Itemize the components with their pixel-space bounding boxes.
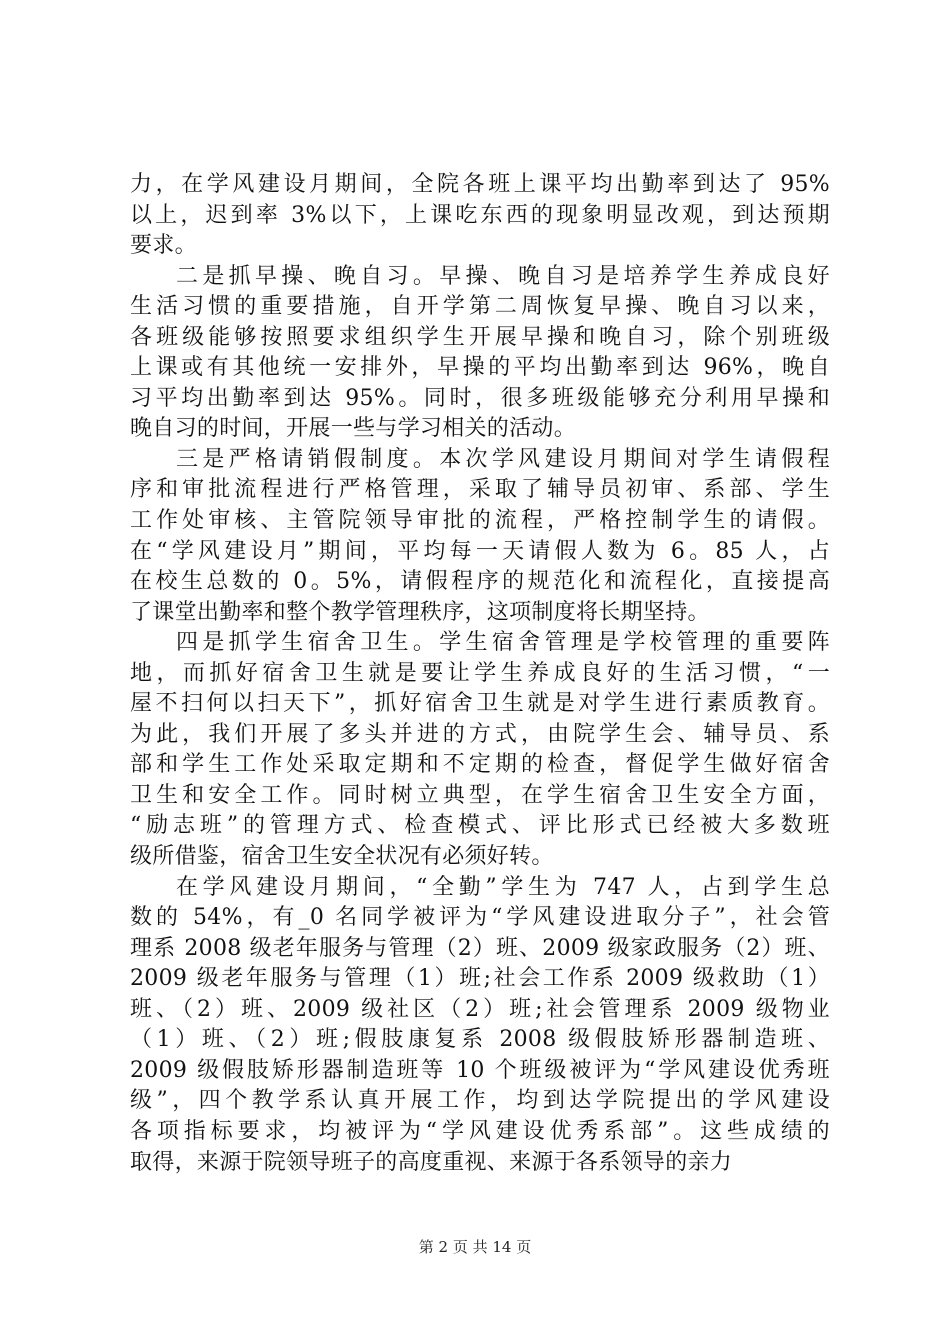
text-line: 2009 级假肢矫形器制造班等 10 个班级被评为“学风建设优秀班 (130, 1057, 830, 1083)
text-line: 数的 54%，有_0 名同学被评为“学风建设进取分子”，社会管 (130, 905, 830, 931)
text-line: 各班级能够按照要求组织学生开展早操和晚自习，除个别班级 (130, 324, 830, 350)
text-line: 级所借鉴，宿舍卫生安全状况有必须好转。 (130, 844, 554, 870)
text-line: 为此，我们开展了多头并进的方式，由院学生会、辅导员、系 (130, 721, 830, 747)
text-line: 屋不扫何以扫天下”，抓好宿舍卫生就是对学生进行素质教育。 (130, 691, 830, 717)
text-line: 卫生和安全工作。同时树立典型，在学生宿舍卫生安全方面， (130, 782, 830, 808)
text-line: 习平均出勤率到达 95%。同时，很多班级能够充分利用早操和 (130, 385, 830, 411)
text-line: 力，在学风建设月期间，全院各班上课平均出勤率到达了 95% (130, 172, 830, 197)
text-line: 取得，来源于院领导班子的高度重视、来源于各系领导的亲力 (130, 1149, 733, 1175)
paragraph (130, 170, 830, 262)
text-line: 序和审批流程进行严格管理，采取了辅导员初审、系部、学生 (130, 477, 830, 503)
paragraph (130, 628, 830, 872)
paragraph (130, 262, 830, 445)
text-line: 部和学生工作处采取定期和不定期的检查，督促学生做好宿舍 (130, 752, 830, 778)
text-line: 三是严格请销假制度。本次学风建设月期间对学生请假程 (176, 446, 830, 472)
text-line: 在学风建设月期间，“全勤”学生为 747 人，占到学生总 (176, 874, 830, 900)
text-line: 以上，迟到率 3%以下，上课吃东西的现象明显改观，到达预期 (130, 202, 830, 228)
paragraph (130, 445, 830, 628)
text-line: 了课堂出勤率和整个教学管理秩序，这项制度将长期坚持。 (130, 599, 710, 625)
text-line: 生活习惯的重要措施，自开学第二周恢复早操、晚自习以来， (130, 294, 830, 320)
text-line: 各项指标要求，均被评为“学风建设优秀系部”。这些成绩的 (130, 1118, 830, 1144)
text-line: 在校生总数的 0。5%，请假程序的规范化和流程化，直接提高 (130, 569, 830, 595)
text-line: 2009 级老年服务与管理（1）班;社会工作系 2009 级救助（1） (130, 966, 830, 992)
text-line: 地，而抓好宿舍卫生就是要让学生养成良好的生活习惯，“一 (130, 660, 830, 686)
text-line: “励志班”的管理方式、检查模式、评比形式已经被大多数班 (130, 813, 830, 839)
text-line: 四是抓学生宿舍卫生。学生宿舍管理是学校管理的重要阵 (176, 630, 830, 656)
document-body (130, 170, 830, 1178)
text-line: 晚自习的时间，开展一些与学习相关的活动。 (130, 416, 577, 442)
text-line: 班、（2）班、2009 级社区（2）班;社会管理系 2009 级物业 (130, 996, 830, 1022)
text-line: 要求。 (130, 233, 197, 259)
text-line: 在“学风建设月”期间，平均每一天请假人数为 6。85 人，占 (130, 538, 830, 564)
page-number-footer: 第 2 页 共 14 页 (418, 1238, 532, 1256)
text-line: 上课或有其他统一安排外，早操的平均出勤率到达 96%，晚自 (130, 355, 830, 381)
text-line: 工作处审核、主管院领导审批的流程，严格控制学生的请假。 (130, 508, 830, 534)
text-line: 级”，四个教学系认真开展工作，均到达学院提出的学风建设 (130, 1088, 830, 1114)
paragraph (130, 873, 830, 1178)
text-line: 理系 2008 级老年服务与管理（2）班、2009 级家政服务（2）班、 (130, 935, 830, 961)
text-line: 二是抓早操、晚自习。早操、晚自习是培养学生养成良好 (176, 263, 830, 289)
text-line: （1）班、（2）班;假肢康复系 2008 级假肢矫形器制造班、 (130, 1027, 830, 1053)
